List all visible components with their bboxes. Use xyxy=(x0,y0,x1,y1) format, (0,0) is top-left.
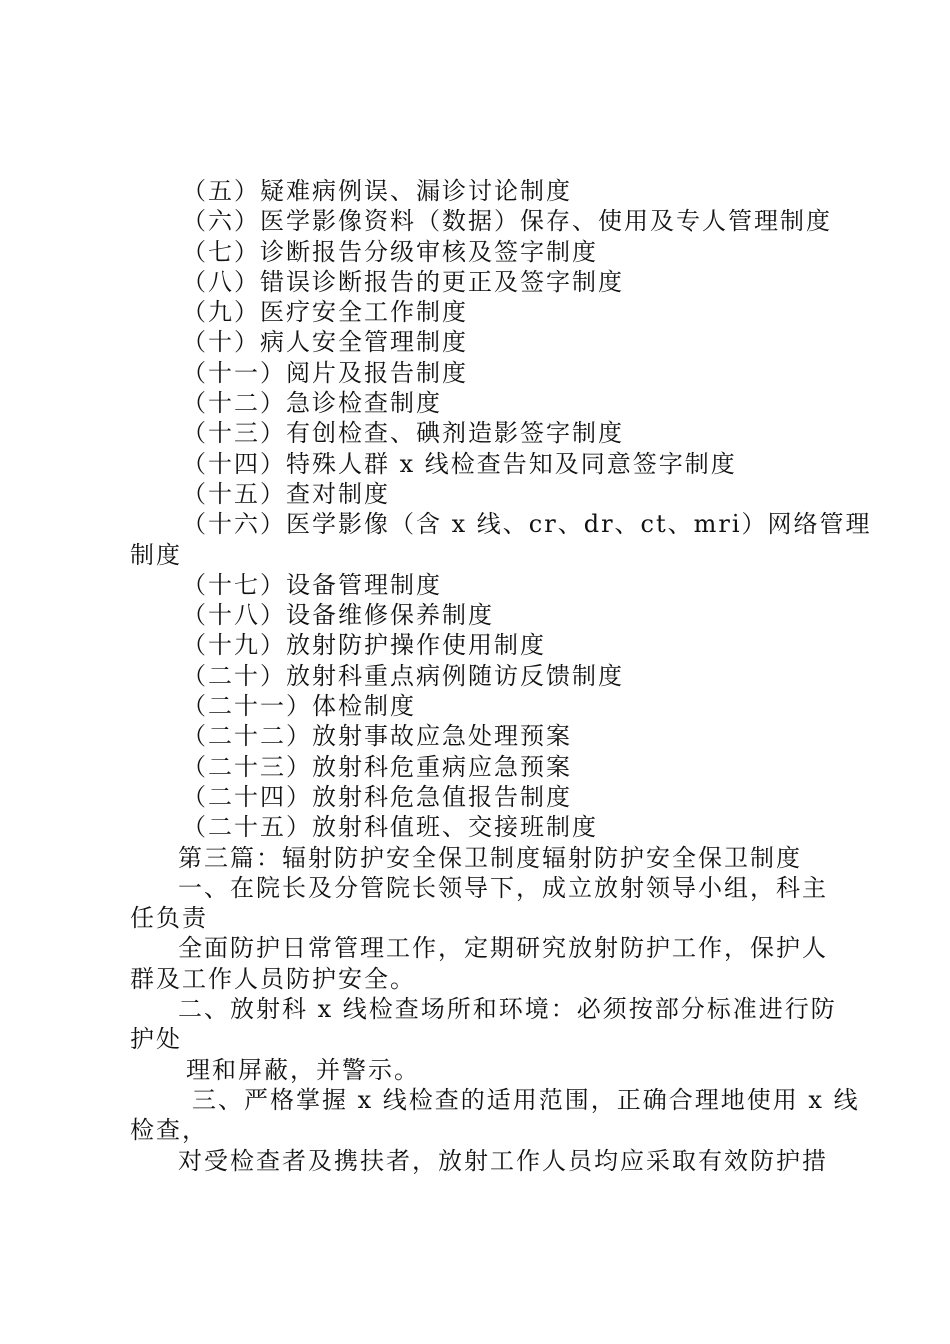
text-line: 理和屏蔽，并警示。 xyxy=(186,1055,420,1084)
text-line: 检查， xyxy=(130,1116,208,1145)
text-line: （十九）放射防护操作使用制度 xyxy=(182,631,546,660)
text-line: 二、放射科 x 线检查场所和环境：必须按部分标准进行防 xyxy=(178,995,837,1024)
text-line: （九）医疗安全工作制度 xyxy=(182,298,468,327)
text-line: （八）错误诊断报告的更正及签字制度 xyxy=(182,267,624,296)
text-line: （十五）查对制度 xyxy=(182,479,390,508)
text-line: （七）诊断报告分级审核及签字制度 xyxy=(182,237,598,266)
text-line: 全面防护日常管理工作，定期研究放射防护工作，保护人 xyxy=(178,934,828,963)
text-line: （六）医学影像资料（数据）保存、使用及专人管理制度 xyxy=(182,207,832,236)
text-line: （十三）有创检查、碘剂造影签字制度 xyxy=(182,419,624,448)
text-line: 任负责 xyxy=(130,904,208,933)
text-line: （五）疑难病例误、漏诊讨论制度 xyxy=(182,177,572,205)
text-line: （十七）设备管理制度 xyxy=(182,570,442,599)
text-line: 一、在院长及分管院长领导下，成立放射领导小组，科主 xyxy=(178,873,828,902)
document-body xyxy=(130,176,872,1176)
text-line: （二十）放射科重点病例随访反馈制度 xyxy=(182,661,624,690)
text-line: （十六）医学影像（含 x 线、cr、dr、ct、mri）网络管理 xyxy=(182,510,872,539)
text-line: 护处 xyxy=(130,1025,182,1054)
text-line: （十八）设备维修保养制度 xyxy=(182,601,494,630)
text-line: （十）病人安全管理制度 xyxy=(182,328,468,357)
text-line: （二十五）放射科值班、交接班制度 xyxy=(182,813,598,842)
text-line: 制度 xyxy=(130,540,182,569)
text-line: （二十二）放射事故应急处理预案 xyxy=(182,722,572,751)
text-line: （十二）急诊检查制度 xyxy=(182,389,442,418)
text-line: 群及工作人员防护安全。 xyxy=(130,964,416,993)
text-line: （二十四）放射科危急值报告制度 xyxy=(182,782,572,811)
text-line: （二十三）放射科危重病应急预案 xyxy=(182,752,572,781)
text-line: （十一）阅片及报告制度 xyxy=(182,358,468,387)
text-line: 三、严格掌握 x 线检查的适用范围，正确合理地使用 x 线 xyxy=(192,1085,860,1114)
text-line: （二十一）体检制度 xyxy=(182,692,416,721)
text-line: 对受检查者及携扶者，放射工作人员均应采取有效防护措 xyxy=(178,1146,828,1175)
text-line: 第三篇：辐射防护安全保卫制度辐射防护安全保卫制度 xyxy=(178,843,802,872)
text-line: （十四）特殊人群 x 线检查告知及同意签字制度 xyxy=(182,449,737,478)
